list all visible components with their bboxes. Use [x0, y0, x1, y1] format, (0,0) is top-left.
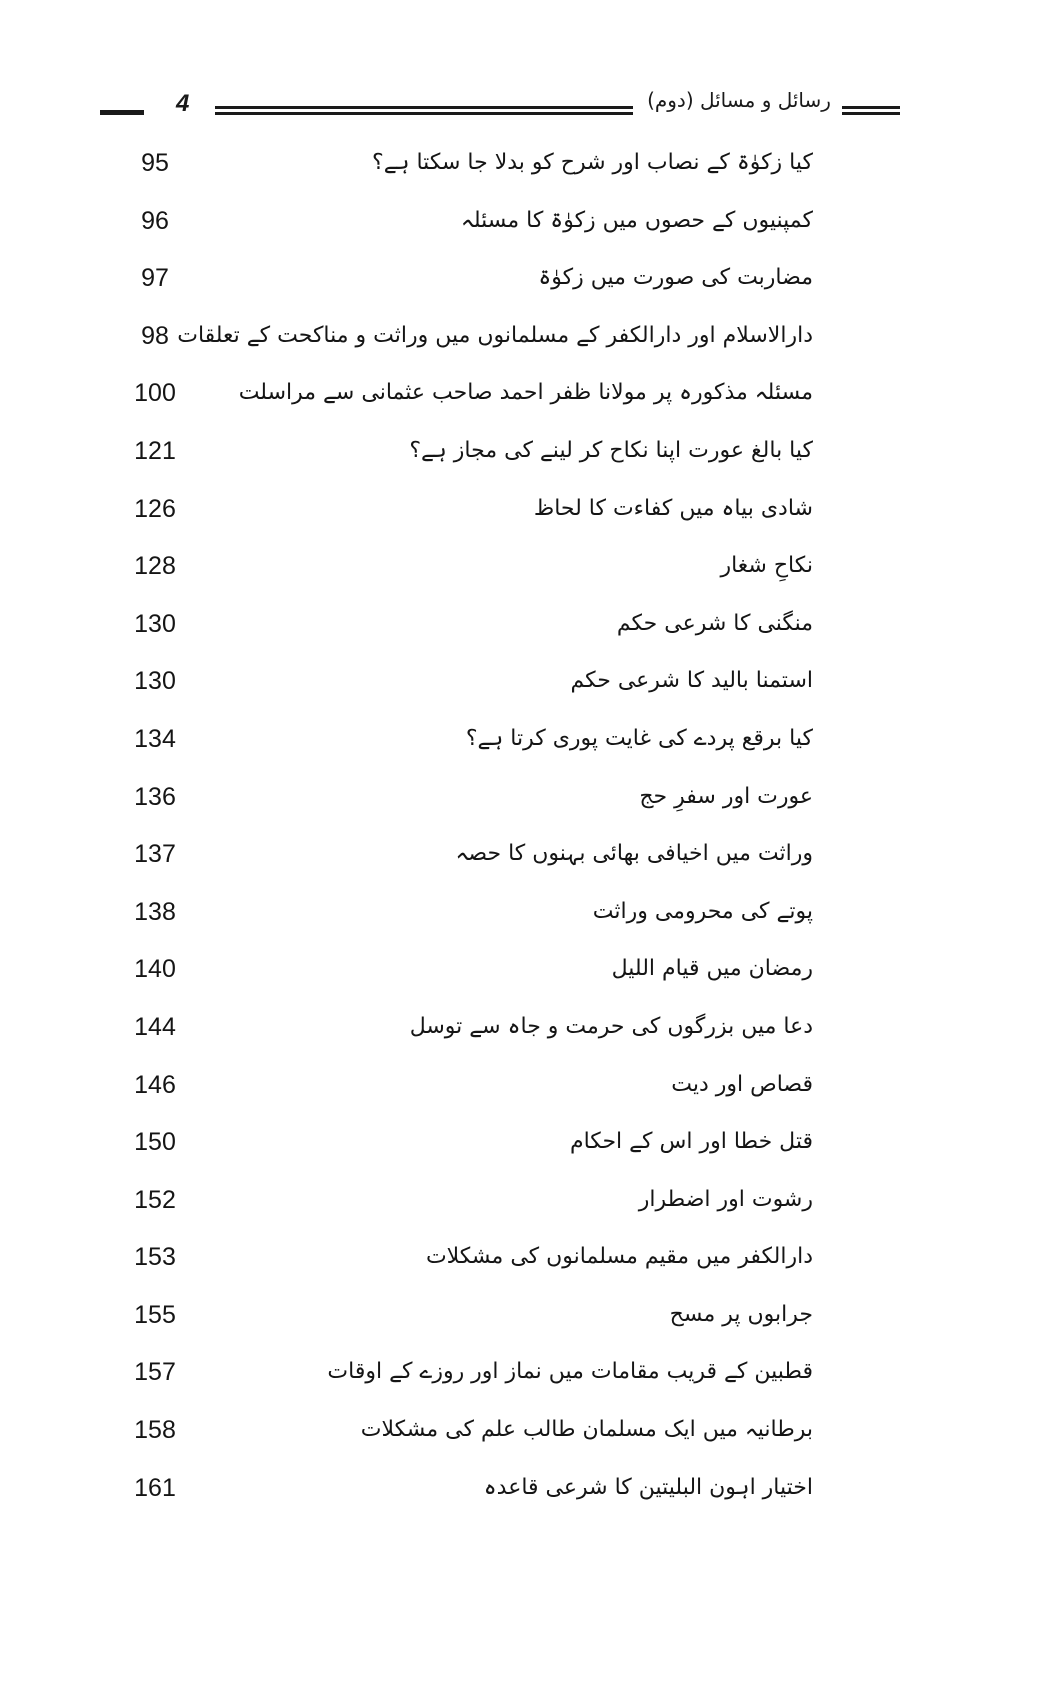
toc-entry-page-number: 130: [134, 667, 176, 696]
toc-entry-page-number: 136: [134, 782, 176, 811]
toc-entry-title: رشوت اور اضطرار: [638, 1186, 813, 1212]
toc-entry-page-number: 150: [134, 1128, 176, 1157]
toc-entry: [0, 661, 1063, 719]
toc-entry: [0, 1007, 1063, 1065]
toc-entry-title: پوتے کی محرومی وراثت: [592, 898, 813, 924]
toc-entry: [0, 1237, 1063, 1295]
toc-entry-page-number: 128: [134, 552, 176, 581]
toc-entry-title: کیا برقع پردے کی غایت پوری کرتا ہے؟: [465, 725, 813, 751]
toc-entry-title: دارالاسلام اور دارالکفر کے مسلمانوں میں وراثت و مناکحت کے تعلقات: [177, 322, 813, 348]
toc-entry-page-number: 153: [134, 1243, 176, 1272]
toc-entry-page-number: 152: [134, 1185, 176, 1214]
toc-entry: [0, 143, 1063, 201]
toc-entry-page-number: 95: [141, 149, 169, 177]
toc-entry-page-number: 157: [134, 1358, 176, 1387]
toc-entry-title: دارالکفر میں مقیم مسلمانوں کی مشکلات: [425, 1244, 813, 1270]
toc-entry: [0, 604, 1063, 662]
toc-entry: [0, 1122, 1063, 1180]
toc-entry: [0, 1065, 1063, 1123]
page-number: 4: [176, 90, 190, 117]
toc-entry-page-number: 100: [134, 379, 176, 408]
toc-entry-page-number: 158: [134, 1416, 176, 1445]
toc-entry-page-number: 146: [134, 1070, 176, 1099]
toc-entry: [0, 834, 1063, 892]
toc-entry: [0, 373, 1063, 431]
toc-entry-title: عورت اور سفرِ حج: [639, 783, 813, 809]
toc-entry-page-number: 121: [134, 436, 176, 465]
toc-entry-title: کیا بالغ عورت اپنا نکاح کر لینے کی مجاز ہے؟: [409, 437, 813, 463]
toc-entry: [0, 1180, 1063, 1238]
toc-entry: [0, 546, 1063, 604]
header-rule-double: [215, 106, 633, 115]
toc-entry-title: برطانیہ میں ایک مسلمان طالب علم کی مشکلات: [360, 1417, 813, 1443]
toc-entry-page-number: 97: [141, 264, 169, 293]
toc-entry: [0, 892, 1063, 950]
toc-entry-page-number: 161: [134, 1473, 176, 1502]
toc-entry-title: نکاحِ شغار: [720, 553, 813, 579]
toc-entry-title: اختیار اہون البلیتین کا شرعی قاعدہ: [483, 1474, 813, 1500]
toc-entry-title: کیا زکوٰۃ کے نصاب اور شرح کو بدلا جا سکتا ہے؟: [372, 150, 813, 175]
toc-entry-title: شادی بیاہ میں کفاءت کا لحاظ: [533, 495, 813, 521]
header-rule-left: [100, 110, 144, 115]
toc-entry-page-number: 126: [134, 494, 176, 523]
toc-entry-title: قطبین کے قریب مقامات میں نماز اور روزے کے اوقات: [327, 1359, 813, 1385]
toc-entry: [0, 1410, 1063, 1468]
toc-entry-page-number: 137: [134, 840, 176, 869]
table-of-contents: [0, 143, 1063, 1525]
toc-entry-title: جرابوں پر مسح: [669, 1301, 813, 1327]
toc-entry: [0, 777, 1063, 835]
toc-entry-title: قتل خطا اور اس کے احکام: [569, 1129, 813, 1155]
toc-entry: [0, 719, 1063, 777]
toc-entry-page-number: 96: [141, 206, 169, 235]
toc-entry-page-number: 134: [134, 724, 176, 753]
toc-entry-title: کمپنیوں کے حصوں میں زکوٰۃ کا مسئلہ: [460, 207, 813, 233]
toc-entry-title: مضاربت کی صورت میں زکوٰۃ: [538, 265, 813, 291]
toc-entry-title: استمنا بالید کا شرعی حکم: [570, 668, 813, 694]
toc-entry-title: دعا میں بزرگوں کی حرمت و جاہ سے توسل: [409, 1013, 813, 1039]
toc-entry: [0, 316, 1063, 374]
toc-entry-title: منگنی کا شرعی حکم: [616, 610, 813, 636]
toc-entry-page-number: 138: [134, 897, 176, 926]
toc-entry: [0, 1468, 1063, 1526]
toc-entry: [0, 431, 1063, 489]
header-rule-right: [842, 106, 900, 115]
toc-entry: [0, 258, 1063, 316]
toc-entry: [0, 1352, 1063, 1410]
toc-entry: [0, 949, 1063, 1007]
toc-entry: [0, 201, 1063, 259]
toc-entry: [0, 1295, 1063, 1353]
toc-entry-page-number: 140: [134, 955, 176, 984]
running-title: رسائل و مسائل (دوم): [647, 88, 831, 112]
toc-entry-title: وراثت میں اخیافی بھائی بہنوں کا حصہ: [455, 841, 813, 867]
toc-entry-page-number: 98: [141, 321, 169, 350]
toc-entry-title: مسئلہ مذکورہ پر مولانا ظفر احمد صاحب عثمانی سے مراسلت: [238, 380, 813, 406]
toc-entry-page-number: 144: [134, 1012, 176, 1041]
toc-entry-title: قصاص اور دیت: [671, 1071, 813, 1097]
toc-entry-page-number: 155: [134, 1300, 176, 1329]
toc-entry: [0, 489, 1063, 547]
toc-entry-page-number: 130: [134, 609, 176, 638]
toc-entry-title: رمضان میں قیام اللیل: [611, 956, 813, 982]
running-header: [100, 88, 900, 128]
